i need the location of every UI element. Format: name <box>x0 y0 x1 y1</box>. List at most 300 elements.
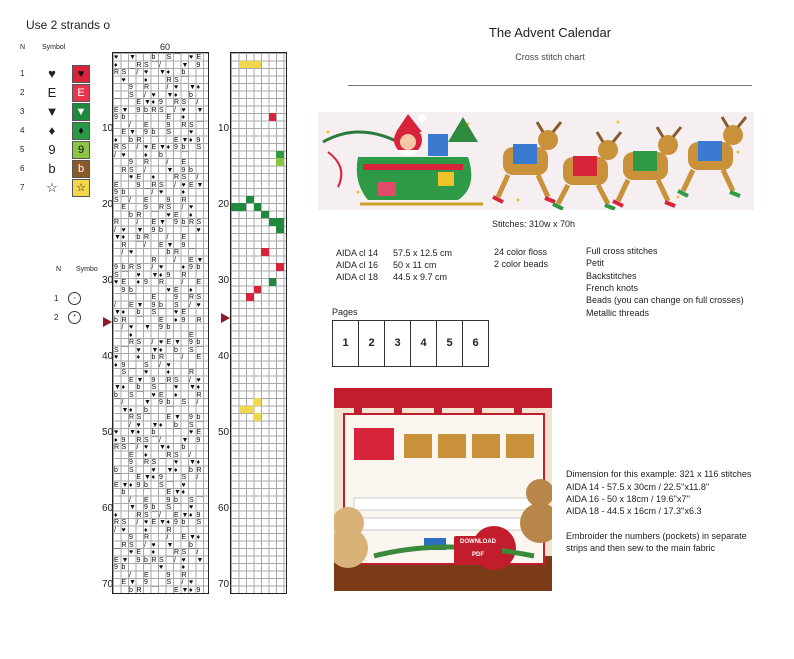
chart-symbol: 9 <box>181 316 186 324</box>
row-label: 50 <box>102 427 114 438</box>
chart-symbol: S <box>114 346 119 354</box>
bead-col-symbol: Symbo <box>76 266 98 273</box>
chart-symbol: ♥ <box>166 211 171 219</box>
chart-symbol: b <box>166 324 171 331</box>
chart-symbol: ⌒ <box>136 241 144 249</box>
chart-symbol: 9 <box>144 504 148 511</box>
chart-symbol: / <box>114 226 116 234</box>
chart-symbol: b <box>129 136 133 144</box>
chart-symbol: b <box>136 309 141 316</box>
chart-symbol: ▼ <box>196 106 204 114</box>
chart-symbol: ▼ <box>159 144 166 151</box>
chart-symbol: 9 <box>196 511 201 519</box>
chart-symbol: / <box>144 91 146 99</box>
chart-symbol: b <box>114 316 118 324</box>
chart-symbol: S <box>121 69 127 76</box>
chart-symbol: ▼ <box>166 166 174 174</box>
legend-symbol: 9 <box>48 142 56 157</box>
chart-symbol: 9 <box>136 481 141 489</box>
chart-symbol: ♥ <box>189 429 194 436</box>
chart-symbol: 9 <box>144 279 148 286</box>
chart-symbol: b <box>196 339 201 346</box>
chart-symbol: E <box>136 99 142 106</box>
chart-symbol: E <box>159 391 164 399</box>
chart-symbol: ▼ <box>159 444 166 451</box>
chart-symbol: 9 <box>159 474 163 481</box>
chart-symbol: E <box>196 54 202 61</box>
chart-symbol: ⌒ <box>144 564 151 571</box>
chart-symbol: S <box>181 174 187 181</box>
chart-symbol: ♥ <box>114 279 119 286</box>
chart-symbol: S <box>136 264 142 271</box>
chart-symbol: ▼ <box>166 91 174 99</box>
chart-symbol: / <box>136 69 139 76</box>
chart-symbol: ▼ <box>114 234 121 241</box>
row-label: 60 <box>218 503 230 514</box>
chart-symbol: / <box>129 196 131 204</box>
chart-symbol: R <box>144 234 150 241</box>
chart-symbol: 9 <box>196 136 201 144</box>
chart-symbol: E <box>144 196 149 204</box>
chart-symbol: ♥ <box>181 481 186 489</box>
chart-symbol: ♥ <box>159 189 164 196</box>
chart-symbol: R <box>174 249 180 256</box>
chart-symbol: ⌒ <box>181 76 189 84</box>
chart-symbol: ♦ <box>151 549 156 556</box>
chart-symbol: / <box>189 301 191 309</box>
chart-symbol: ▼ <box>129 54 136 61</box>
chart-symbol: ▼ <box>144 324 151 331</box>
chart-symbol: R <box>121 166 127 174</box>
chart-symbol: ⌒ <box>121 346 129 354</box>
chart-symbol: R <box>114 444 120 451</box>
chart-symbol: / <box>144 241 146 249</box>
chart-symbol: ♥ <box>189 204 194 211</box>
chart-symbol: E <box>174 136 179 144</box>
chart-symbol: E <box>181 309 187 316</box>
chart-symbol: ⌒ <box>159 309 166 316</box>
chart-symbol: ▼ <box>144 99 151 106</box>
chart-symbol: S <box>181 99 187 106</box>
colored-stitch <box>254 61 262 69</box>
chart-symbol: ▼ <box>181 586 189 594</box>
bead-symbol: * <box>68 311 81 324</box>
chart-symbol: 9 <box>189 264 193 271</box>
chart-symbol: R <box>136 61 142 69</box>
chart-symbol: R <box>181 271 187 279</box>
chart-symbol: ♥ <box>151 391 156 399</box>
chart-symbol: R <box>181 196 187 204</box>
chart-symbol: 9 <box>121 361 126 369</box>
colored-stitch <box>261 211 269 219</box>
colored-stitch <box>276 158 284 166</box>
chart-symbol: ♦ <box>159 271 163 279</box>
chart-symbol: E <box>114 556 119 564</box>
dimension-item: AIDA 18 - 44.5 x 16cm / 17.3''x6.3 <box>566 506 702 516</box>
chart-symbol: ▼ <box>114 309 121 316</box>
chart-symbol: E <box>174 586 179 594</box>
chart-symbol: ▼ <box>159 69 166 76</box>
chart-symbol: b <box>151 129 156 136</box>
chart-symbol: / <box>166 234 169 241</box>
chart-symbol: ▼ <box>121 481 129 489</box>
chart-symbol: 9 <box>136 556 141 564</box>
chart-symbol: S <box>159 556 164 564</box>
chart-symbol: ♥ <box>159 264 164 271</box>
chart-symbol: R <box>144 459 150 466</box>
chart-symbol: E <box>166 114 172 121</box>
page-cell: 3 <box>385 321 411 366</box>
pages-label: Pages <box>332 307 358 317</box>
chart-symbol: b <box>159 226 163 234</box>
colored-stitch <box>246 196 254 204</box>
aida-size: 44.5 x 9.7 cm <box>393 272 448 282</box>
chart-symbol: / <box>136 144 139 151</box>
chart-symbol: R <box>159 204 165 211</box>
chart-symbol: ♥ <box>166 286 171 294</box>
chart-symbol: b <box>181 219 186 226</box>
legend-symbol: E <box>47 85 57 100</box>
chart-symbol: 9 <box>129 159 133 166</box>
chart-symbol: ⌒ <box>129 444 136 451</box>
chart-symbol: 9 <box>189 414 193 421</box>
chart-symbol: 9 <box>114 564 118 571</box>
chart-symbol: ⌒ <box>144 114 151 121</box>
chart-symbol: ▼ <box>196 556 204 564</box>
chart-symbol: b <box>129 211 133 219</box>
chart-symbol: ♦ <box>151 99 156 106</box>
row-label: 50 <box>218 427 230 438</box>
chart-symbol: b <box>196 414 201 421</box>
chart-symbol: 9 <box>121 436 126 444</box>
chart-symbol: E <box>121 279 127 286</box>
chart-symbol: ♥ <box>144 444 149 451</box>
chart-symbol: ♦ <box>174 391 178 399</box>
aida-name: AIDA cl 18 <box>336 272 379 282</box>
chart-symbol: R <box>151 556 157 564</box>
chart-symbol: 9 <box>159 399 163 406</box>
chart-symbol: E <box>196 279 202 286</box>
chart-symbol: 9 <box>166 571 171 579</box>
chart-symbol: b <box>166 399 171 406</box>
chart-symbol: S <box>159 181 164 189</box>
chart-symbol: / <box>181 204 184 211</box>
chart-symbol: ♦ <box>114 136 118 144</box>
santa-sleigh-reindeer-preview <box>318 112 754 210</box>
chart-symbol: ♥ <box>144 369 149 376</box>
chart-symbol: b <box>181 444 186 451</box>
chart-symbol: ⌒ <box>189 174 196 181</box>
chart-symbol: R <box>189 294 195 301</box>
colored-stitch <box>261 248 269 256</box>
chart-symbol: ♥ <box>114 429 119 436</box>
chart-symbol: ♦ <box>121 384 126 391</box>
legend-row <box>20 122 100 140</box>
legend-number: 2 <box>20 88 25 97</box>
chart-symbol: / <box>159 436 161 444</box>
chart-symbol: R <box>129 264 135 271</box>
chart-symbol: R <box>174 99 180 106</box>
technique-item: French knots <box>586 282 639 293</box>
legend-row <box>20 84 100 102</box>
row-label: 70 <box>102 579 114 590</box>
chart-symbol: / <box>166 534 169 541</box>
chart-symbol: 9 <box>159 99 163 106</box>
chart-symbol: S <box>174 451 179 459</box>
page-cell: 5 <box>437 321 463 366</box>
colored-stitch <box>246 293 254 301</box>
chart-symbol: 9 <box>189 339 193 346</box>
legend-symbol: ☆ <box>46 180 58 195</box>
chart-symbol: R <box>121 241 127 249</box>
dimension-title: Dimension for this example: 321 x 116 stitches <box>566 469 752 479</box>
chart-symbol: b <box>136 384 141 391</box>
chart-symbol: S <box>136 414 142 421</box>
chart-symbol: R <box>174 174 180 181</box>
chart-symbol: S <box>159 481 164 489</box>
chart-symbol: / <box>159 361 161 369</box>
chart-symbol: 9 <box>129 84 133 91</box>
chart-symbol: 9 <box>174 294 178 301</box>
chart-symbol: E <box>144 571 149 579</box>
chart-symbol: S <box>196 144 202 151</box>
chart-symbol: S <box>159 106 164 114</box>
chart-symbol: ♥ <box>121 76 126 84</box>
chart-symbol: R <box>166 76 172 84</box>
chart-symbol: E <box>114 481 119 489</box>
chart-symbol: 9 <box>174 144 178 151</box>
chart-symbol: ♦ <box>181 189 186 196</box>
download-pdf-badge-line1: DOWNLOAD <box>460 539 496 545</box>
chart-symbol: ♦ <box>181 114 186 121</box>
chart-symbol: ♦ <box>181 489 186 496</box>
chart-symbol: S <box>174 376 179 384</box>
chart-symbol: b <box>114 391 118 399</box>
chart-symbol: ♦ <box>196 459 201 466</box>
chart-symbol: ▼ <box>189 384 196 391</box>
chart-symbol: / <box>121 399 124 406</box>
finished-calendar-photo <box>334 388 552 591</box>
chart-symbol: / <box>136 519 139 526</box>
chart-symbol: R <box>114 144 120 151</box>
legend-number: 1 <box>20 69 25 78</box>
chart-symbol: ⌒ <box>129 369 136 376</box>
chart-symbol: S <box>196 519 202 526</box>
chart-symbol: ⌒ <box>114 549 121 556</box>
chart-symbol: ▼ <box>129 579 136 586</box>
chart-symbol: E <box>181 159 187 166</box>
row-label: 10 <box>102 123 114 134</box>
chart-symbol: / <box>151 264 154 271</box>
chart-symbol: ♥ <box>196 376 201 384</box>
chart-symbol: / <box>181 354 184 361</box>
chart-symbol: R <box>136 586 142 594</box>
chart-symbol: R <box>144 159 150 166</box>
chart-symbol: / <box>196 549 199 556</box>
chart-symbol: ⌒ <box>174 54 181 61</box>
chart-symbol: 9 <box>166 121 171 129</box>
chart-symbol: ▼ <box>181 511 189 519</box>
chart-symbol: E <box>196 429 202 436</box>
stitch-count: Stitches: 310w x 70h <box>492 219 576 229</box>
chart-symbol: E <box>166 339 172 346</box>
row-label: 40 <box>102 351 114 362</box>
chart-symbol: / <box>174 556 176 564</box>
chart-symbol: b <box>174 496 178 504</box>
chart-symbol: ♦ <box>196 84 201 91</box>
chart-symbol: ♥ <box>174 459 179 466</box>
chart-symbol: ⌒ <box>181 526 189 534</box>
aida-row <box>336 248 453 258</box>
technique-item: Petit <box>586 258 605 269</box>
chart-symbol: ♦ <box>166 144 171 151</box>
chart-symbol: R <box>181 571 187 579</box>
chart-symbol: / <box>174 106 176 114</box>
chart-symbol: b <box>114 466 118 474</box>
divider <box>348 85 752 86</box>
chart-symbol: b <box>151 429 156 436</box>
chart-symbol: E <box>174 211 179 219</box>
chart-symbol: ♥ <box>181 556 186 564</box>
chart-symbol: / <box>174 181 176 189</box>
chart-symbol: E <box>151 294 157 301</box>
chart-symbol: E <box>144 121 149 129</box>
chart-symbol: ♥ <box>174 84 179 91</box>
chart-symbol: ♥ <box>174 384 179 391</box>
chart-symbol: 9 <box>196 61 201 69</box>
chart-symbol: R <box>136 511 142 519</box>
chart-symbol: S <box>151 384 157 391</box>
aida-size: 57.5 x 12.5 cm <box>393 248 453 258</box>
chart-symbol: R <box>114 219 120 226</box>
chart-symbol: ♦ <box>144 76 148 84</box>
chart-symbol: / <box>136 219 139 226</box>
chart-symbol: ⌒ <box>174 354 181 361</box>
chart-symbol: / <box>151 339 154 346</box>
chart-symbol: ♦ <box>136 429 141 436</box>
chart-symbol: ⌒ <box>121 271 129 279</box>
chart-symbol: ▼ <box>129 504 136 511</box>
row-label: 20 <box>218 199 230 210</box>
chart-symbol: b <box>174 346 178 354</box>
chart-symbol: S <box>136 339 142 346</box>
chart-symbol: / <box>129 421 131 429</box>
chart-symbol: S <box>129 166 134 174</box>
chart-symbol: ♥ <box>129 249 134 256</box>
chart-symbol: 9 <box>181 166 186 174</box>
chart-symbol: b <box>181 144 186 151</box>
chart-symbol: / <box>174 256 176 264</box>
chart-symbol: 9 <box>114 114 118 121</box>
chart-symbol: ▼ <box>129 429 136 436</box>
chart-symbol: 9 <box>174 219 178 226</box>
chart-symbol: ♥ <box>196 301 201 309</box>
chart-symbol: ♦ <box>196 534 201 541</box>
chart-symbol: S <box>129 391 134 399</box>
chart-symbol: / <box>196 174 199 181</box>
pages-table <box>332 320 489 367</box>
chart-symbol: E <box>121 579 127 586</box>
colored-stitch <box>239 203 247 211</box>
chart-symbol: ▼ <box>121 106 129 114</box>
technique-item: Metallic threads <box>586 307 650 318</box>
chart-symbol: R <box>144 534 150 541</box>
aida-row <box>336 272 448 282</box>
chart-symbol: / <box>144 166 146 174</box>
chart-symbol: S <box>129 541 134 549</box>
chart-symbol: R <box>114 519 120 526</box>
colored-stitch <box>269 113 277 121</box>
chart-symbol: ♦ <box>189 511 193 519</box>
chart-symbol: ⌒ <box>189 249 196 256</box>
chart-symbol: ♥ <box>189 579 194 586</box>
center-arrow-icon <box>103 317 112 327</box>
chart-symbol: ♦ <box>114 61 118 69</box>
chart-symbol: ♦ <box>189 211 193 219</box>
chart-symbol: ⌒ <box>174 504 181 511</box>
chart-symbol: / <box>196 99 199 106</box>
chart-symbol: ⌒ <box>196 496 204 504</box>
chart-symbol: b <box>129 286 133 294</box>
chart-symbol: E <box>181 534 187 541</box>
chart-symbol: ▼ <box>159 519 166 526</box>
colored-stitch <box>276 218 284 226</box>
page-cell: 1 <box>333 321 359 366</box>
chart-symbol: E <box>189 181 194 189</box>
chart-symbol: E <box>166 414 172 421</box>
chart-symbol: R <box>151 181 157 189</box>
chart-symbol: / <box>159 511 161 519</box>
chart-symbol: E <box>144 496 149 504</box>
technique-item: Full cross stitches <box>586 246 658 256</box>
chart-symbol: 9 <box>144 579 148 586</box>
chart-symbol: S <box>181 399 187 406</box>
floss-item: 24 color floss <box>494 247 548 257</box>
chart-symbol: ⌒ <box>166 106 174 114</box>
chart-symbol: R <box>136 211 142 219</box>
chart-symbol: / <box>121 249 124 256</box>
chart-symbol: ▼ <box>189 534 196 541</box>
chart-symbol: b <box>159 151 163 159</box>
chart-symbol: ⌒ <box>144 414 151 421</box>
chart-symbol: R <box>151 106 157 114</box>
chart-symbol: ♦ <box>181 564 186 571</box>
chart-symbol: / <box>121 324 124 331</box>
chart-symbol: ⌒ <box>151 211 159 219</box>
chart-symbol: S <box>144 61 149 69</box>
chart-symbol: ▼ <box>174 339 181 346</box>
bead-number: 2 <box>54 313 59 322</box>
chart-symbol: ♥ <box>151 91 156 99</box>
chart-symbol: / <box>196 474 199 481</box>
chart-symbol: ⌒ <box>189 99 196 106</box>
chart-symbol: S <box>174 301 179 309</box>
chart-symbol: ♥ <box>166 361 171 369</box>
row-label: 40 <box>218 351 230 362</box>
download-pdf-badge <box>454 536 502 564</box>
chart-symbol: / <box>189 376 191 384</box>
chart-symbol: ▼ <box>144 399 151 406</box>
aida-name: AIDA cl 16 <box>336 260 379 270</box>
chart-symbol: ⌒ <box>129 69 136 76</box>
chart-symbol: ▼ <box>151 271 159 279</box>
colored-stitch <box>239 406 247 414</box>
chart-symbol: ♥ <box>144 519 149 526</box>
chart-symbol: E <box>121 204 127 211</box>
chart-symbol: ♦ <box>121 309 126 316</box>
chart-symbol: E <box>174 286 179 294</box>
chart-symbol: / <box>136 444 139 451</box>
